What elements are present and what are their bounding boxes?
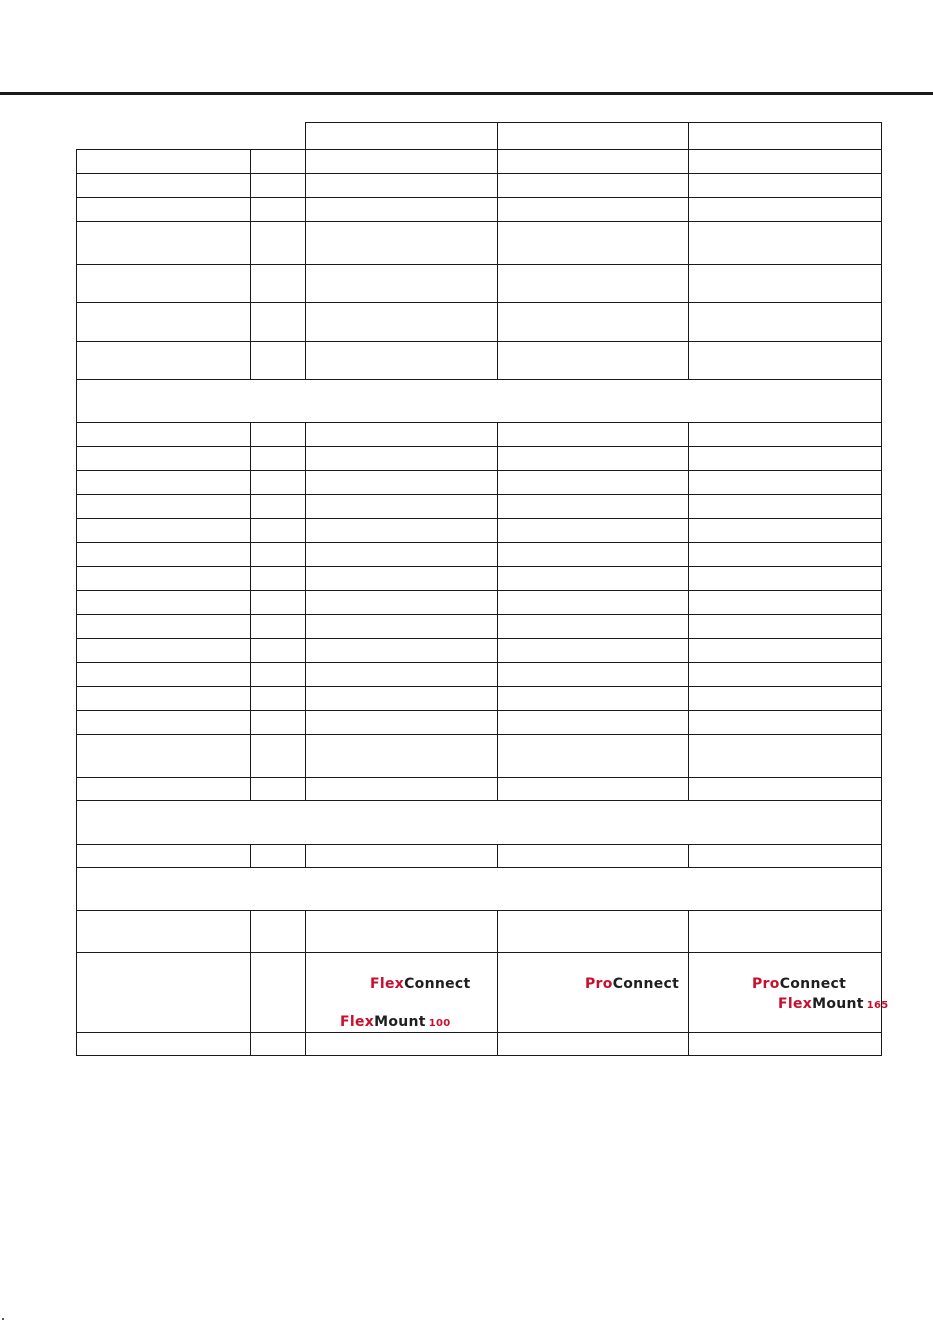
table-row [77,303,882,342]
flexmount-100-logo: FlexMount 100 [340,1014,451,1030]
section-heading-1 [77,380,882,423]
table-row [77,150,882,174]
table-row [77,845,882,868]
header-rule [0,92,933,95]
flexconnect-logo: FlexConnect [370,976,471,992]
table-row [77,567,882,591]
table-row [77,519,882,543]
logo-cell-2 [498,953,689,1033]
table-row [77,1033,882,1056]
section-row [77,801,882,845]
table-row [77,471,882,495]
logo-cell-3 [689,953,889,1033]
table-row [77,198,882,222]
column-header-3 [689,123,882,150]
table-row [77,543,882,567]
section-row [77,868,882,911]
table-row [77,911,882,953]
table-row [77,735,882,778]
table-row [77,222,882,265]
section-heading-3 [77,868,882,911]
table-row [77,174,882,198]
table-row [77,423,882,447]
table-row [77,711,882,735]
section-heading-2 [77,801,882,845]
table-row [77,591,882,615]
proconnect-logo: ProConnect [585,976,680,992]
table-row [77,639,882,663]
table-header-row [77,123,882,150]
flexmount-165-logo: FlexMount 165 [778,996,889,1012]
table-row [77,778,882,801]
page-mark [2,1318,4,1320]
column-header-2 [498,123,689,150]
table-row [77,663,882,687]
header-blank [77,123,306,150]
logo-cell-1 [306,953,498,1033]
spec-table [76,122,889,1056]
proconnect-logo: ProConnect [752,976,847,992]
table-row [77,495,882,519]
compatibility-row [77,953,882,1033]
table-row [77,342,882,380]
table-row [77,615,882,639]
table-row [77,687,882,711]
section-row [77,380,882,423]
table-row [77,447,882,471]
table-row [77,265,882,303]
column-header-1 [306,123,498,150]
